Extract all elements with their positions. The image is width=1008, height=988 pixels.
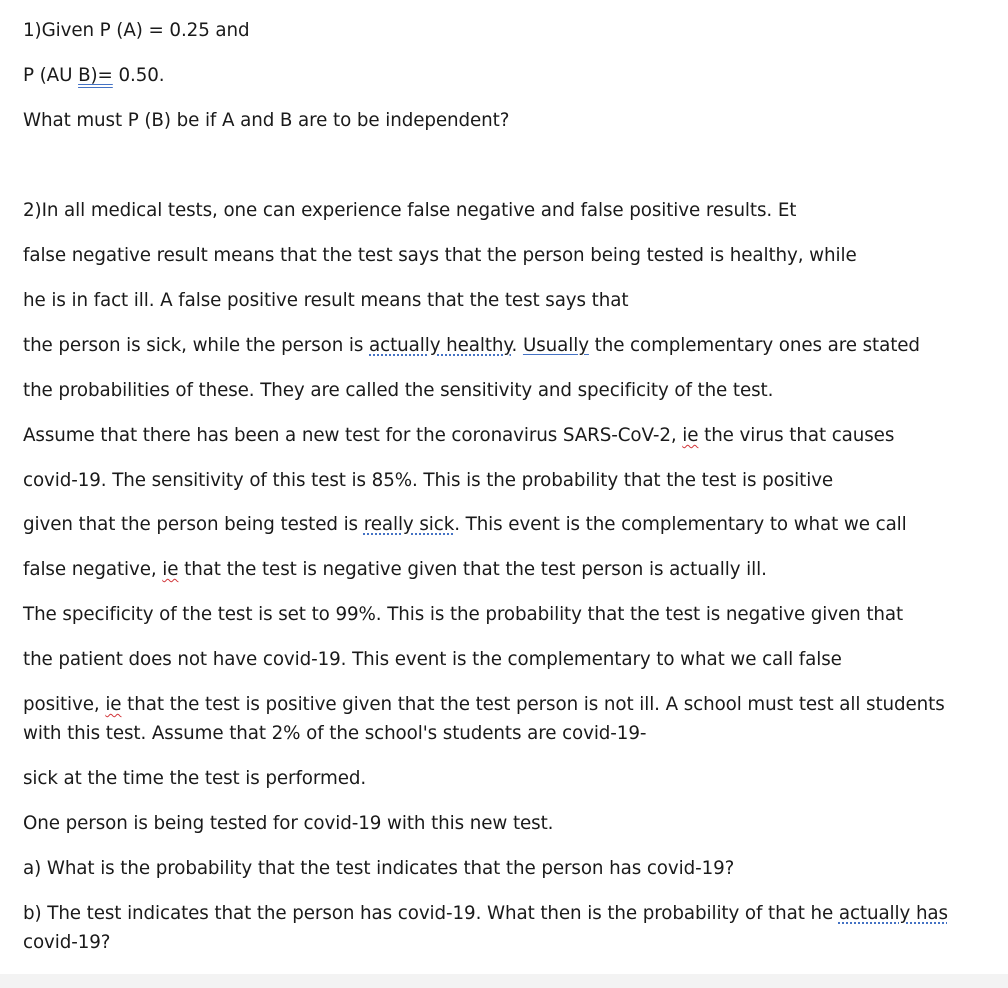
style-flag-really-sick[interactable]: really sick xyxy=(363,514,455,535)
spelling-flag-ie[interactable]: ie xyxy=(682,425,699,446)
q2-line-4-period: . xyxy=(511,335,523,356)
q2-line-12 xyxy=(23,690,945,720)
page-bottom-edge xyxy=(0,974,1008,988)
q2-line-8-end: . This event is the complementary to what we call xyxy=(454,514,907,535)
q2-line-13: with this test. Assume that 2% of the school's students are covid-19- xyxy=(23,723,647,744)
q2-line-4-start: the person is sick, while the person is xyxy=(23,335,370,356)
q1-question: What must P (B) be if A and B are to be independent? xyxy=(23,110,510,131)
q2-line-1: 2)In all medical tests, one can experience false negative and false positive results. Et xyxy=(23,200,797,221)
grammar-flag-usually[interactable]: Usually xyxy=(522,335,589,356)
q2-line-4-end: the complementary ones are stated xyxy=(588,335,920,356)
question-b-line-1 xyxy=(23,899,948,929)
q2-line-11: the patient does not have covid-19. This event is the complementary to what we call false xyxy=(23,649,842,670)
style-flag-actually-has[interactable]: actually has xyxy=(838,903,948,924)
q2-line-8-start: given that the person being tested is xyxy=(23,514,364,535)
q2-line-6-start: Assume that there has been a new test for the coronavirus SARS-CoV-2, xyxy=(23,425,683,446)
question-a: a) What is the probability that the test indicates that the person has covid-19? xyxy=(23,858,735,879)
q2-line-6 xyxy=(23,421,894,451)
q2-line-5: the probabilities of these. They are called the sensitivity and specificity of the test. xyxy=(23,380,774,401)
q2-line-14: sick at the time the test is performed. xyxy=(23,768,367,789)
q1-line-2-end: 0.50. xyxy=(112,65,165,86)
q2-line-9 xyxy=(23,555,767,585)
q2-line-6-end: the virus that causes xyxy=(698,425,895,446)
q1-line-2-start: P (AU xyxy=(23,65,79,86)
spelling-flag-ie[interactable]: ie xyxy=(105,694,122,715)
q2-line-2: false negative result means that the test says that the person being tested is healthy, while xyxy=(23,245,857,266)
q2-line-9-end: that the test is negative given that the test person is actually ill. xyxy=(178,559,767,580)
q2-line-12-end: that the test is positive given that the test person is not ill. A school must test all students xyxy=(121,694,945,715)
q2-line-9-start: false negative, xyxy=(23,559,163,580)
q2-line-8 xyxy=(23,510,907,540)
spelling-flag-ie[interactable]: ie xyxy=(162,559,179,580)
q2-line-3: he is in fact ill. A false positive result means that the test says that xyxy=(23,290,629,311)
question-b-start: b) The test indicates that the person has covid-19. What then is the probability of that he xyxy=(23,903,839,924)
q2-line-7: covid-19. The sensitivity of this test is 85%. This is the probability that the test is positive xyxy=(23,470,834,491)
q1-line-1: 1)Given P (A) = 0.25 and xyxy=(23,20,250,41)
question-b-line-2: covid-19? xyxy=(23,932,111,953)
q2-line-12-start: positive, xyxy=(23,694,106,715)
grammar-flag-b-equals[interactable]: B)= xyxy=(78,65,113,86)
q1-line-2 xyxy=(23,61,165,91)
q2-line-15: One person is being tested for covid-19 with this new test. xyxy=(23,813,554,834)
style-flag-actually-healthy[interactable]: actually healthy xyxy=(369,335,512,356)
q2-line-4 xyxy=(23,331,920,361)
q2-line-10: The specificity of the test is set to 99%. This is the probability that the test is negative given that xyxy=(23,604,904,625)
